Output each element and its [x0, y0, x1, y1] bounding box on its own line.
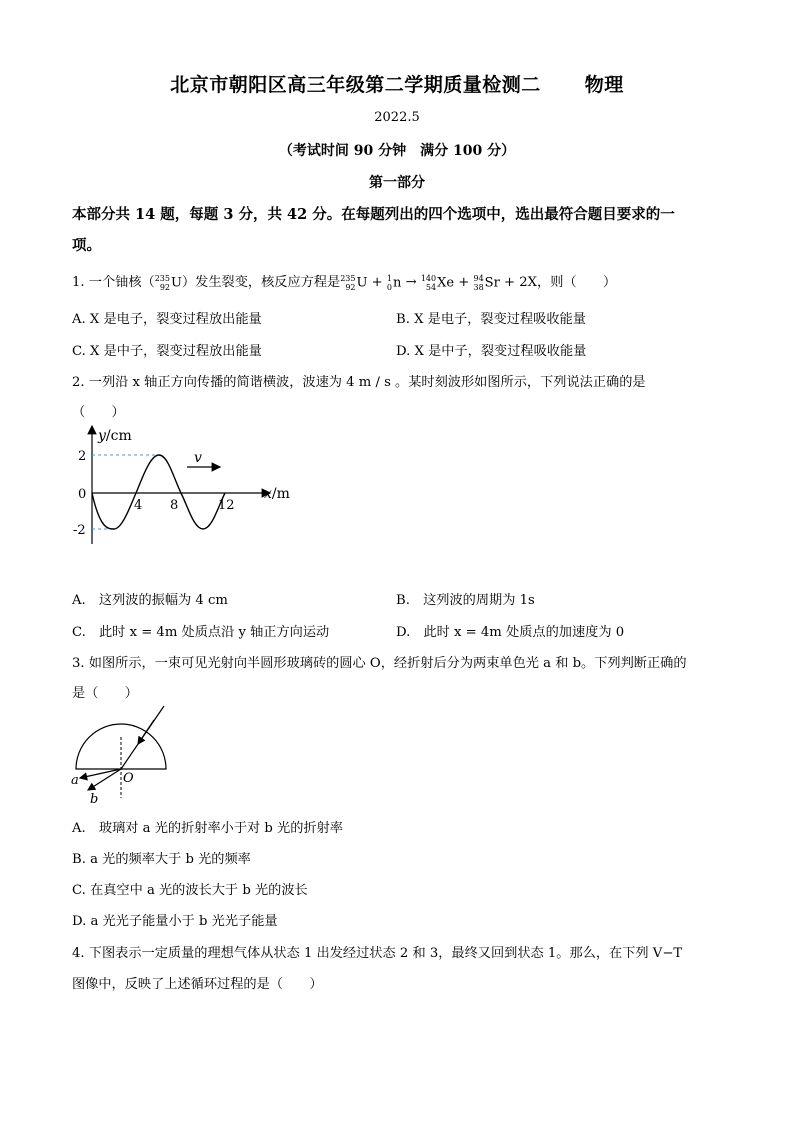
- instructions-line-2: 项。: [72, 237, 101, 254]
- strontium-nuclide: 94 38 Sr: [473, 273, 500, 292]
- page-title: [0, 70, 794, 97]
- xenon-nuclide: 140 54 Xe: [420, 273, 455, 292]
- q2-option-c[interactable]: C. 此时 x = 4m 处质点沿 y 轴正方向运动: [72, 625, 330, 640]
- instructions-line-1: 本部分共 14 题，每题 3 分，共 42 分。在每题列出的四个选项中，选出最符合题目要求的一: [72, 206, 675, 223]
- question-3-stem-cont: 是（ ）: [72, 686, 138, 701]
- q1-option-a[interactable]: A. X 是电子，裂变过程放出能量: [72, 312, 262, 327]
- q2-option-b[interactable]: B. 这列波的周期为 1s: [396, 593, 535, 608]
- y-tick-2: 2: [78, 449, 87, 464]
- q3-option-c[interactable]: C. 在真空中 a 光的波长大于 b 光的波长: [72, 883, 308, 898]
- q1-option-c[interactable]: C. X 是中子，裂变过程放出能量: [72, 344, 262, 359]
- q2-option-d[interactable]: D. 此时 x = 4m 处质点的加速度为 0: [396, 625, 625, 640]
- exam-info: （考试时间 90 分钟 满分 100 分）: [278, 143, 516, 159]
- q1-option-b[interactable]: B. X 是电子，裂变过程吸收能量: [396, 312, 586, 327]
- question-4-stem-cont: 图像中，反映了上述循环过程的是（ ）: [72, 977, 323, 992]
- exam-title: 北京市朝阳区高三年级第二学期质量检测二: [170, 74, 541, 96]
- q2-option-a[interactable]: A. 这列波的振幅为 4 cm: [72, 593, 228, 608]
- label-a: a: [71, 773, 79, 788]
- label-b: b: [90, 792, 99, 807]
- question-3-stem: 3. 如图所示，一束可见光射向半圆形玻璃砖的圆心 O，经折射后分为两束单色光 a 和 b。下列判断正确的: [72, 656, 687, 671]
- question-2-stem-cont: （ ）: [72, 405, 125, 420]
- incident-arrow: [138, 720, 154, 744]
- x-tick-4: 4: [134, 498, 143, 513]
- section-title: 第一部分: [369, 175, 425, 191]
- q3-option-a[interactable]: A. 玻璃对 a 光的折射率小于对 b 光的折射率: [72, 821, 343, 836]
- uranium-nuclide: 235 92 U: [154, 273, 182, 292]
- question-1-stem: 1. 一个铀核（ 235 92 U）发生裂变，核反应方程是 235 92 U + 1 0 n → 140 54 Xe + 94 38 Sr + 2X，则（ ）: [72, 273, 617, 292]
- question-2-stem: 2. 一列沿 x 轴正方向传播的简谐横波，波速为 4 m / s 。某时刻波形如图所示，下列说法正确的是: [72, 375, 646, 390]
- y-tick-neg2: -2: [73, 523, 86, 538]
- exam-date: 2022.5: [374, 110, 420, 125]
- q3-option-b[interactable]: B. a 光的频率大于 b 光的频率: [72, 852, 251, 867]
- x-axis-label: x/m: [264, 486, 290, 502]
- wave-curve: [92, 455, 225, 529]
- q1-option-d[interactable]: D. X 是中子，裂变过程吸收能量: [396, 344, 587, 359]
- x-tick-12: 12: [218, 498, 235, 513]
- y-tick-0: 0: [78, 487, 87, 502]
- neutron-nuclide: 1 0 n: [386, 273, 402, 292]
- label-O: O: [123, 771, 134, 786]
- exam-subject: 物理: [584, 74, 624, 96]
- q3-option-d[interactable]: D. a 光光子能量小于 b 光光子能量: [72, 914, 278, 929]
- question-4-stem: 4. 下图表示一定质量的理想气体从状态 1 出发经过状态 2 和 3，最终又回到状态 1。那么，在下列 V−T: [72, 946, 683, 961]
- velocity-label: v: [194, 450, 202, 466]
- prism-figure: [68, 702, 180, 807]
- y-axis-label: y/cm: [98, 428, 132, 444]
- wave-figure: [70, 422, 300, 547]
- x-tick-8: 8: [170, 498, 179, 513]
